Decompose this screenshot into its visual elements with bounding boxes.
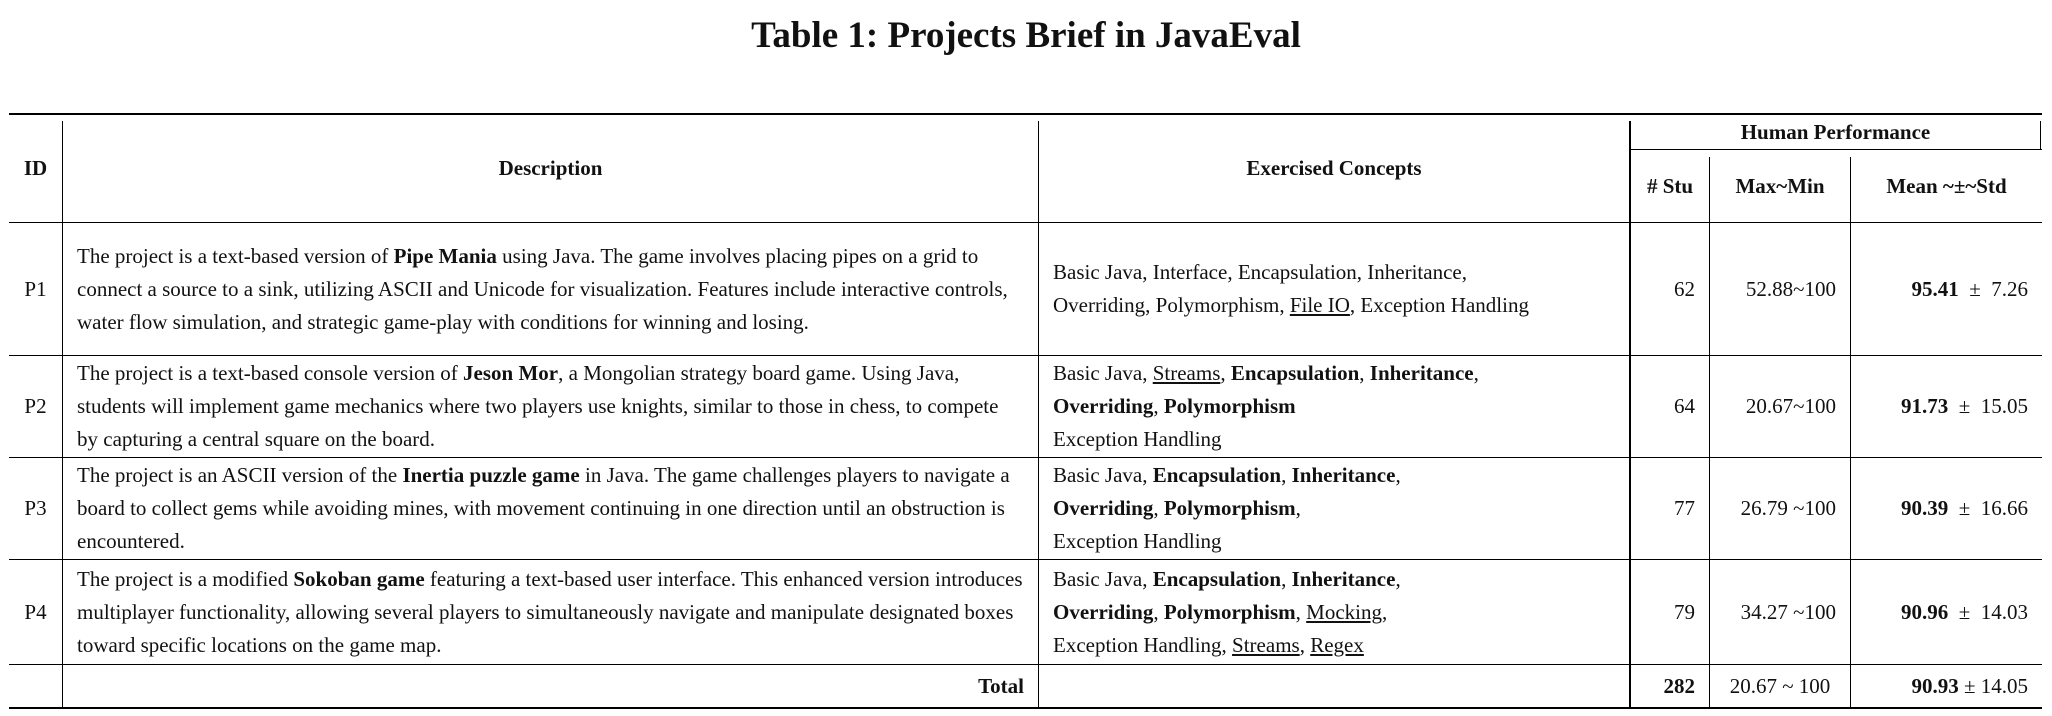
- row-concepts: Basic Java, Streams, Encapsulation, Inheritance, Overriding, Polymorphism Exception Handling: [1053, 361, 1479, 451]
- header-meanstd: Mean ~±~Std: [1886, 173, 2007, 198]
- table-title: Table 1: Projects Brief in JavaEval: [751, 15, 1301, 56]
- row-meanstd: 90.39 ± 16.66: [1900, 496, 2028, 520]
- row-id: P4: [24, 599, 47, 624]
- total-maxmin: 20.67 ~ 100: [1729, 673, 1831, 698]
- projects-table: [9, 113, 2042, 710]
- row-maxmin: 20.67~100: [1745, 394, 1836, 418]
- row-stu: 77: [1674, 496, 1695, 520]
- row-maxmin: 52.88~100: [1745, 276, 1836, 301]
- row-description: The project is a text-based version of Pipe Mania using Java. The game involves placing pipes on a grid to connect a source to a sink, utilizing ASCII and Unicode for visualization. Features include interactive controls, water flow simulation, and strategic game-play with conditions for winning and losing.: [77, 243, 1008, 334]
- row-maxmin: 26.79 ~100: [1740, 496, 1836, 520]
- row-meanstd: 95.41 ± 7.26: [1911, 276, 2028, 301]
- total-stu: 282: [1663, 673, 1695, 698]
- header-concepts: Exercised Concepts: [1246, 156, 1422, 180]
- total-label: Total: [978, 673, 1024, 698]
- row-concepts: Basic Java, Interface, Encapsulation, Inheritance, Overriding, Polymorphism, File IO, Exception Handling: [1053, 260, 1529, 317]
- row-id: P3: [24, 496, 47, 520]
- row-stu: 64: [1674, 394, 1695, 418]
- row-concepts: Basic Java, Encapsulation, Inheritance, Overriding, Polymorphism, Mocking, Exception Handling, Streams, Regex: [1053, 566, 1401, 657]
- row-maxmin: 34.27 ~100: [1740, 599, 1836, 624]
- row-meanstd: 90.96 ± 14.03: [1900, 599, 2028, 624]
- row-description: The project is a modified Sokoban game featuring a text-based user interface. This enhanced version introduces multiplayer functionality, allowing several players to simultaneously navigate and manipulate designated boxes toward specific locations on the game map.: [77, 566, 1023, 657]
- row-meanstd: 91.73 ± 15.05: [1900, 394, 2028, 418]
- row-stu: 79: [1674, 599, 1695, 624]
- row-description: The project is a text-based console version of Jeson Mor, a Mongolian strategy board game. Using Java, students will implement game mechanics where two players use knights, similar to those in chess, to compete by capturing a central square on the board.: [77, 361, 999, 451]
- row-id: P1: [24, 276, 47, 301]
- header-stu: # Stu: [1646, 173, 1694, 198]
- total-meanstd: 90.93 ± 14.05: [1911, 673, 2028, 698]
- row-description: The project is an ASCII version of the Inertia puzzle game in Java. The game challenges players to navigate a board to collect gems while avoiding mines, with movement continuing in one direction until an obstruction is encountered.: [77, 463, 1010, 553]
- header-maxmin: Max~Min: [1735, 173, 1825, 198]
- row-id: P2: [24, 394, 47, 418]
- header-description: Description: [498, 156, 603, 180]
- header-human-performance: Human Performance: [1740, 119, 1931, 144]
- header-id: ID: [23, 156, 48, 180]
- row-stu: 62: [1674, 276, 1695, 301]
- row-concepts: Basic Java, Encapsulation, Inheritance, Overriding, Polymorphism, Exception Handling: [1053, 463, 1401, 553]
